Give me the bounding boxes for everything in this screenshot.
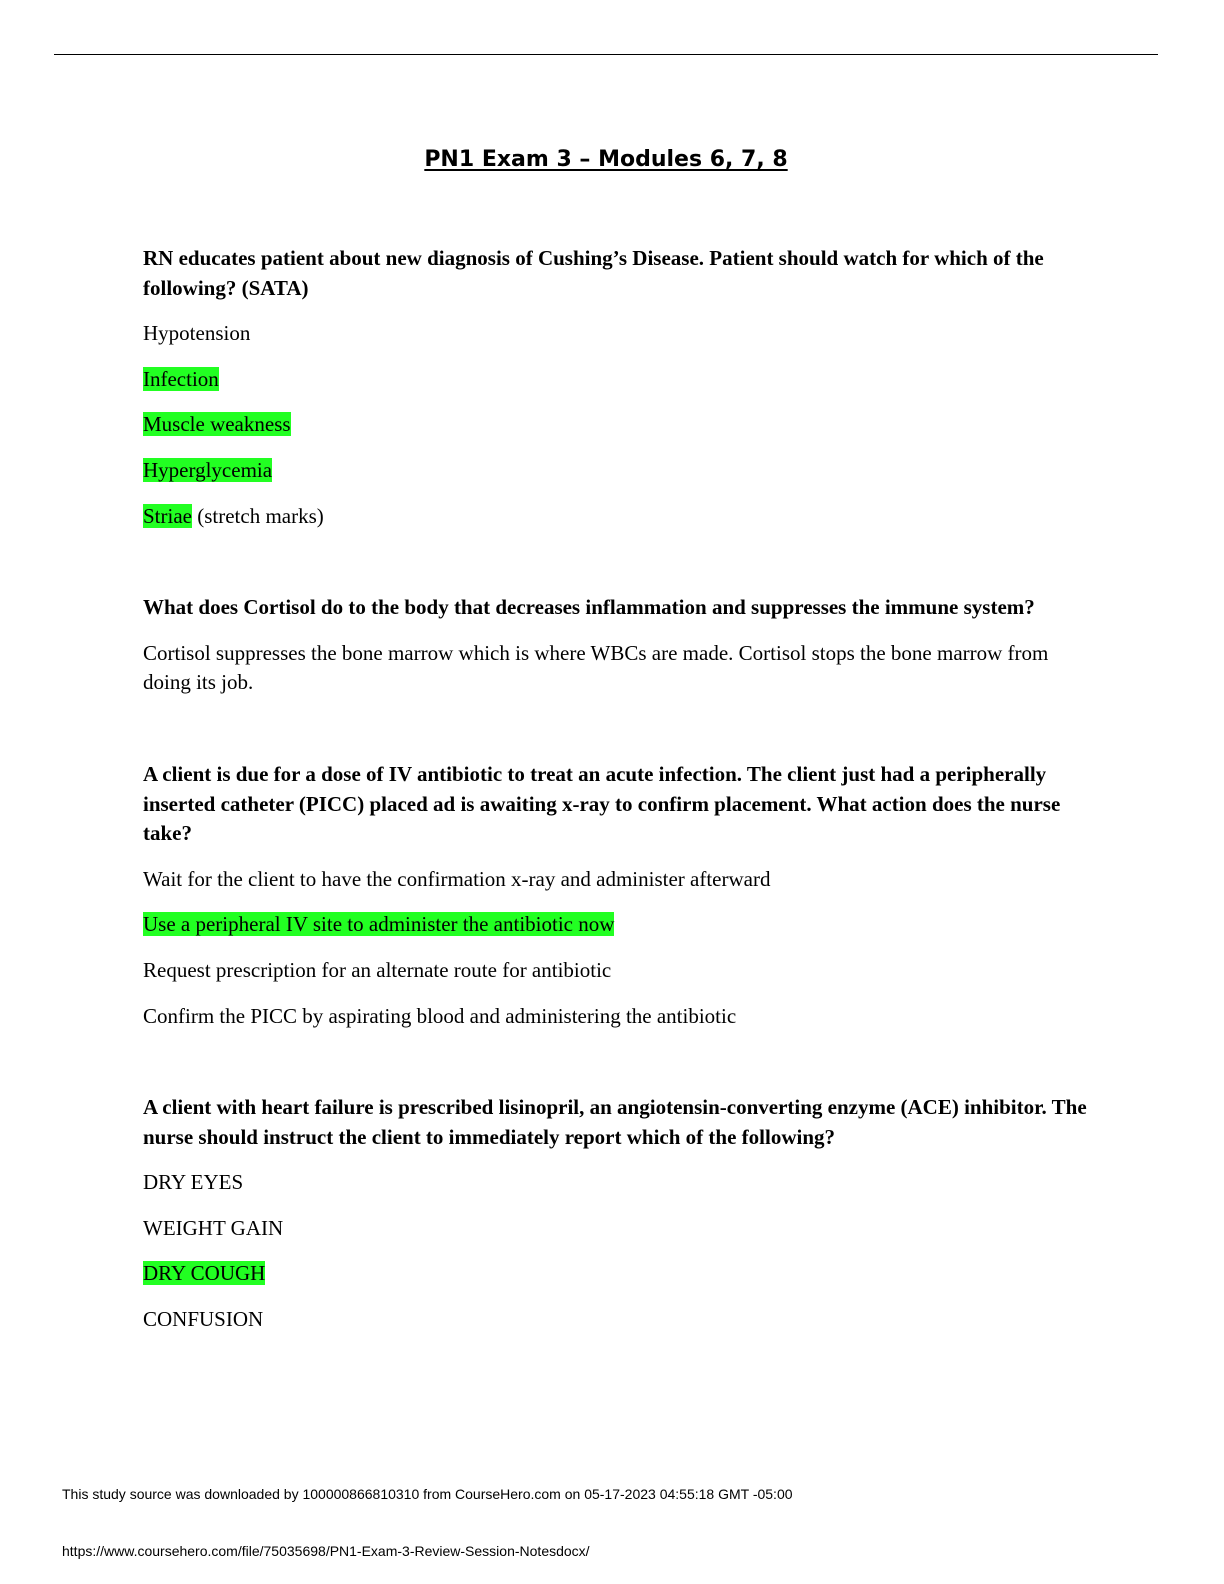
answer-option-correct [143,456,1093,486]
option-suffix: (stretch marks) [191,503,324,528]
answer-option-correct [143,910,1093,940]
footer-url-link[interactable]: https://www.coursehero.com/file/75035698/PN1-Exam-3-Review-Session-Notesdocx/ [62,1543,590,1559]
option-text-highlighted: DRY COUGH [143,1261,266,1286]
option-text-highlighted: Striae [143,503,192,528]
option-text: Confirm the PICC by aspirating blood and administering the antibiotic [143,1003,737,1028]
answer-option-correct [143,1259,1093,1289]
answer-option [143,1214,1093,1244]
question-text: A client is due for a dose of IV antibiotic to treat an acute infection. The client just had a peripherally inserted catheter (PICC) placed ad is awaiting x-ray to confirm placement. What action does the nurse take? [143,761,1061,846]
answer-option-correct [143,365,1093,395]
option-text-highlighted: Muscle weakness [143,412,291,437]
answer-option [143,956,1093,986]
answer-option [143,865,1093,895]
option-text-highlighted: Use a peripheral IV site to administer the antibiotic now [143,912,615,937]
answer-option [143,319,1093,349]
question-block-2 [143,593,1093,698]
option-text-highlighted: Infection [143,366,219,391]
question-block-3 [143,760,1093,1031]
question-block-1 [143,244,1093,531]
question-block-4 [143,1093,1093,1335]
document-title: PN1 Exam 3 – Modules 6, 7, 8 [424,147,788,172]
footer-source-notice: This study source was downloaded by 100000866810310 from CourseHero.com on 05-17-2023 04:55:18 GMT -05:00 [62,1486,793,1502]
question-text: A client with heart failure is prescribed lisinopril, an angiotensin-converting enzyme (ACE) inhibitor. The nurse should instruct the client to immediately report which of the following? [143,1095,1087,1149]
answer-option-correct [143,410,1093,440]
option-text-highlighted: Hyperglycemia [143,457,273,482]
option-text: Hypotension [143,321,251,346]
option-text: Wait for the client to have the confirmation x-ray and administer afterward [143,866,771,891]
answer-option [143,1168,1093,1198]
option-text: WEIGHT GAIN [143,1215,284,1240]
answer-option [143,1002,1093,1032]
question-text: What does Cortisol do to the body that decreases inflammation and suppresses the immune system? [143,595,1035,620]
document-body [143,244,1093,1351]
answer-text: Cortisol suppresses the bone marrow which is where WBCs are made. Cortisol stops the bone marrow from doing its job. [143,640,1049,695]
answer-option-correct [143,502,1093,532]
answer-option [143,1305,1093,1335]
option-text: Request prescription for an alternate route for antibiotic [143,957,612,982]
option-text: DRY EYES [143,1170,244,1195]
top-horizontal-rule [54,54,1158,55]
question-text: RN educates patient about new diagnosis of Cushing’s Disease. Patient should watch for which of the following? (SATA) [143,246,1044,300]
option-text: CONFUSION [143,1307,264,1332]
